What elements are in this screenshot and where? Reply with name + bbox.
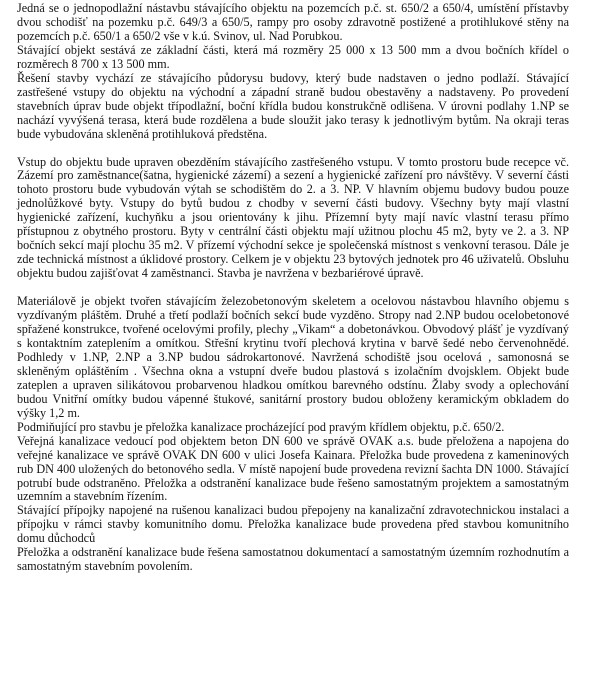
- paragraph-design-solution: Řešení stavby vychází ze stávajícího půdorysu budovy, který bude nadstaven o jedno podlaží. Stávající zastřešené vstupy do objektu na východní a západní straně budou obestavěny a nadstaveny. Po provedení stavebních úprav bude objekt třípodlažní, boční křídla budou konstrukčně odlišena. V úrovni podlahy 1.NP se nachází vyvýšená terasa, která bude rozdělena a bude sloužit jako terasy k jednotlivým bytům. Na okraji teras bude vybudována skleněná protihluková předstěna.: [17, 70, 569, 141]
- paragraph-public-sewer: Veřejná kanalizace vedoucí pod objektem beton DN 600 ve správě OVAK a.s. bude přeložena a napojena do veřejné kanalizace ve správě OVAK DN 600 v ulici Josefa Kainara. Přeložka bude provedena z kameninových rub DN 400 uložených do betonového sedla. V místě napojení bude provedena revizní šachta DN 1000. Stávající potrubí bude odstraněno. Přeložka a odstranění kanalizace bude řešeno samostatným projektem a samostatným uzemním a stavebním řízením.: [17, 433, 569, 504]
- paragraph-sewer-condition: Podmiňující pro stavbu je přeložka kanalizace procházející pod pravým křídlem objektu, p.č. 650/2.: [17, 419, 505, 434]
- paragraph-intro: Jedná se o jednopodlažní nástavbu stávajícího objektu na pozemcích p.č. st. 650/2 a 650/4, umístění přístavby dvou schodišť na pozemku p.č. 649/3 a 650/5, rampy pro osoby zdravotně postižené a protihlukové stěny na pozemcích p.č. 650/1 a 650/2 vše v k.ú. Svinov, ul. Nad Porubkou.: [17, 1, 569, 43]
- paragraph-dimensions: Stávající objekt sestává ze základní části, která má rozměry 25 000 x 13 500 mm a dvou bočních křídel o rozměrech 8 700 x 13 500 mm.: [17, 42, 569, 71]
- paragraph-permits: Přeložka a odstranění kanalizace bude řešena samostatnou dokumentací a samostatným územním rozhodnutím a samostatným stavebním povolením.: [17, 545, 569, 574]
- paragraph-gap: [17, 281, 569, 295]
- paragraph-gap: [17, 142, 569, 156]
- paragraph-connections: Stávající přípojky napojené na rušenou kanalizaci budou přepojeny na kanalizační zdravotechnickou instalaci a přípojku v rámci stavby komunitního domu. Přeložka kanalizace bude provedena před stavbou komunitního domu důchodců: [17, 503, 569, 546]
- paragraph-materials: Materiálově je objekt tvořen stávajícím železobetonovým skeletem a ocelovou nástavbou hlavního objemu s vyzdívaným pláštěm. Druhé a třetí podlaží bočních sekcí bude vyzděno. Stropy nad 2.NP budou ocelobetonové spřažené konstrukce, tvořené ocelovými profily, plechy „Vikam“ a dobetonávkou. Obvodový plášť je vyzdívaný s kontaktním zateplením a omítkou. Střešní krytinu tvoří plechová krytina v barvě šedé nebo červenohnědé. Podhledy v 1.NP, 2.NP a 3.NP budou sádrokartonové. Navržená schodiště jsou ocelová , samonosná se skleněným opláštěním . Všechna okna a vstupní dveře budou plastová s izolačním dvojsklem. Objekt bude zateplen a upraven silikátovou probarvenou hladkou omítkou barevného odstínu. Žlaby svody a oplechování budou Vnitřní omítky budou vápenné štukové, sanitární prostory budou obloženy keramickým obkladem do výšky 1,2 m.: [17, 294, 569, 420]
- paragraph-layout: Vstup do objektu bude upraven obezděním stávajícího zastřešeného vstupu. V tomto prostoru bude recepce vč. Zázemí pro zaměstnance(šatna, hygienické zázemí) a sezení a hygienické zařízení pro návštěvy. V severní části tohoto prostoru bude vybudován výtah se schodištěm do 2. a 3. NP. V hlavním objemu budovy budou pouze jednolůžkové byty. Vstupy do bytů budou z chodby v severní části budovy. Všechny byty mají vlastní hygienické zařízení, kuchyňku a jsou orientovány k jihu. Přízemní byty mají navíc vlastní terasu přímo přístupnou z obytného prostoru. Byty v centrální části objektu mají užitnou plochu 45 m2, byty ve 2. a 3. NP bočních sekcí mají plochu 35 m2. V přízemí východní sekce je společenská místnost s venkovní terasou. Dále je zde technická místnost a úklidové prostory. Celkem je v objektu 23 bytových jednotek pro 46 uživatelů. Obsluhu objektu budou zajišťovat 4 zaměstnanci. Stavba je navržena v bezbariérové úpravě.: [17, 154, 569, 281]
